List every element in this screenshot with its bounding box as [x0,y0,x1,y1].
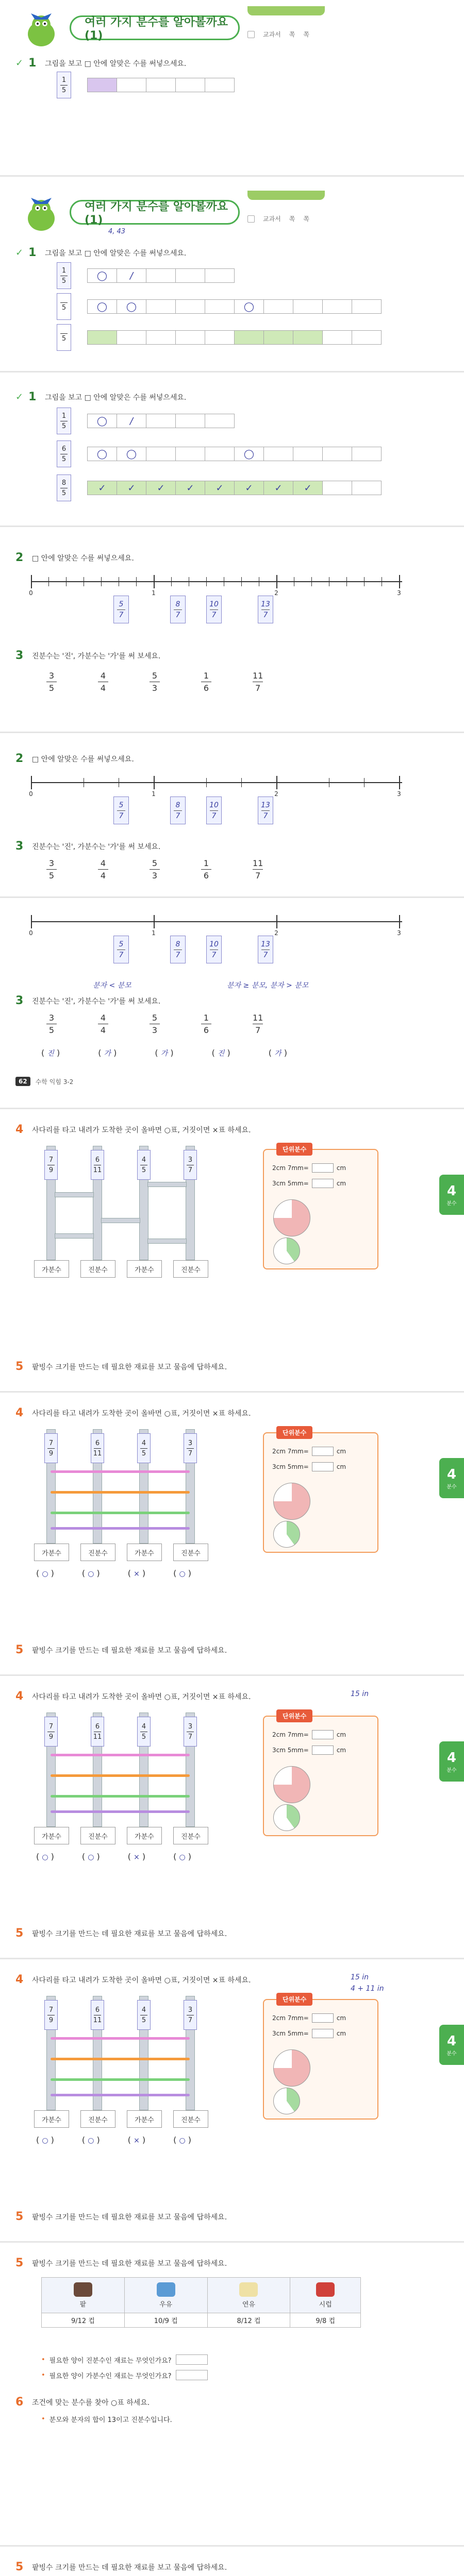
meta-page-a: 쪽 [289,215,295,223]
fraction-box[interactable]: $\frac{8}{5}$ [57,474,71,501]
question-number: 3 [15,649,24,662]
table-header: 팥 [42,2278,125,2313]
divider [0,1391,464,1393]
answer-box[interactable]: 5 7 [113,936,129,963]
answer-box[interactable]: 10 7 [206,596,222,623]
condensed-milk-icon [239,2282,258,2297]
ladder-diagram: 7 9 6 11 4 5 3 7 가분수 진분수 가분수 진분수 [36,1996,227,2130]
ingredients-table [41,2277,361,2328]
answer-slot[interactable]: ( ○ ) [81,1852,100,1861]
fraction-bar [88,78,235,92]
handwritten-note: 분자 ≥ 분모, 분자 > 분모 [227,981,309,990]
axis-label: 1 [152,589,156,597]
answer-slot[interactable]: ( × ) [127,1568,146,1578]
question-text: 사다리를 타고 내려가 도착한 곳이 올바면 ○표, 거짓이면 ×표 하세요. [32,1976,251,1985]
question-5 [15,2257,227,2269]
answer-box[interactable] [312,1163,334,1173]
answer-slot[interactable]: ( 가 ) [155,1048,174,1058]
info-card: 단위분수 2cm 7mm= cm 3cm 5mm= cm [263,1432,378,1553]
question-text: □ 안에 알맞은 수를 써넣으세요. [32,755,134,764]
fraction: $\frac{1}{6}$ [201,671,211,693]
fraction: $\frac{11}{7}$ [253,671,263,693]
answer-box[interactable]: 13 7 [258,596,273,623]
axis-label: 3 [397,790,401,798]
pie-diagram [273,1521,300,1548]
question-text: 그림을 보고 □ 안에 알맞은 수를 써넣으세요. [45,249,187,258]
table-cell: 10/9 컵 [124,2313,207,2328]
ladder-label: 가분수 [127,1827,162,1844]
answer-box[interactable] [312,1462,334,1471]
ladder-label: 가분수 [34,2110,69,2128]
question-text: 사다리를 타고 내려가 도착한 곳이 올바면 ○표, 거짓이면 ×표 하세요. [32,1409,251,1418]
fraction: $\frac{1}{6}$ [201,1013,211,1035]
divider [0,526,464,527]
divider [0,732,464,733]
pie-diagram [273,1483,310,1520]
question-number: 4 [15,1406,24,1419]
book-title: 수학 익힘 3-2 [35,1078,74,1086]
page-footer [15,1077,73,1086]
question-5 [15,1927,227,1940]
ladder-diagram: 7 9 6 11 4 5 3 7 가분수 진분수 가분수 진분수 [36,1713,227,1846]
sheet-10 [0,1963,464,2231]
answer-slot[interactable]: ( ○ ) [81,1568,100,1578]
ladder-label: 진분수 [173,2110,208,2128]
ladder-label: 가분수 [127,1544,162,1561]
fraction-box[interactable]: $\frac{1}{5}$ [57,408,71,434]
mascot-icon [21,9,62,50]
pie-diagram [273,2088,300,2114]
sub-question: • 필요한 양이 가분수인 재료는 무엇인가요? [41,2370,208,2380]
question-text: 사다리를 타고 내려가 도착한 곳이 올바면 ○표, 거짓이면 ×표 하세요. [32,1126,251,1134]
axis-label: 0 [29,790,33,798]
fraction-bar: ✓ ✓ ✓ ✓ ✓ ✓ ✓ ✓ [88,481,382,495]
sheet-9 [0,1680,464,1947]
question-1 [15,246,186,259]
answer-slot[interactable]: ( ○ ) [81,2135,100,2145]
question-text: □ 안에 알맞은 수를 써넣으세요. [32,554,134,563]
table-header: 연유 [207,2278,290,2313]
answer-box[interactable]: 10 7 [206,796,222,824]
number-line [29,572,402,597]
question-4 [15,1690,251,1703]
number-line [29,912,402,937]
number-line [29,773,402,798]
question-3 [15,649,160,662]
sub-question: • 분모와 분자의 합이 13이고 진분수입니다. [41,2415,172,2424]
fraction-row-3 [57,475,382,501]
question-text: 팥빙수 크기를 만드는 데 필요한 재료를 보고 물음에 답하세요. [32,1929,227,1938]
table-cell: 9/8 컵 [290,2313,361,2328]
divider [0,1108,464,1109]
question-1 [15,57,186,70]
answer-slot[interactable]: ( 진 ) [41,1048,60,1058]
pie-diagram [273,1804,300,1831]
check-icon: ✓ [15,247,24,258]
sheet-8 [0,1396,464,1664]
answer-box[interactable] [312,1745,334,1755]
textbook-ref [247,30,309,39]
fraction-bar: ◯ ◯ ◯ [88,299,382,314]
question-text: 팥빙수 크기를 만드는 데 필요한 재료를 보고 물음에 답하세요. [32,1363,227,1371]
sheet-2 [0,185,464,361]
question-text: 조건에 맞는 분수를 찾아 ○표 하세요. [32,2398,150,2407]
fraction: $\frac{3}{5}$ [46,1013,57,1035]
sheet-6 [0,902,464,1097]
chapter-tab: 4 분수 [439,1175,464,1215]
divider [0,2241,464,2243]
fraction-row-1 [57,408,235,434]
question-number: 5 [15,1643,24,1656]
question-text: 그림을 보고 □ 안에 알맞은 수를 써넣으세요. [45,59,187,68]
answer-slot[interactable]: ( ○ ) [173,1568,192,1578]
page-number: 62 [15,1077,30,1086]
question-number: 1 [28,57,37,70]
question-4 [15,1406,251,1419]
fraction-row-1 [57,263,235,289]
question-text: 진분수는 '진', 가분수는 '가'를 써 보세요. [32,842,161,851]
divider [0,2545,464,2547]
question-3 [15,840,160,853]
axis-label: 3 [397,589,401,597]
fraction-row-3 [57,325,382,350]
fraction-box[interactable]: 5 [57,293,71,320]
fraction: $\frac{3}{5}$ [46,671,57,693]
info-card-title: 단위분수 [276,1426,312,1439]
syrup-icon [316,2282,335,2297]
fraction-bar [88,330,382,345]
answer-slot[interactable]: ( × ) [127,1852,146,1861]
ladder-label: 진분수 [80,1544,115,1561]
axis-label: 1 [152,929,156,937]
fraction-box[interactable]: $\frac{1}{5}$ [57,262,71,289]
meta-page-a: 쪽 [289,31,295,38]
handwritten-note: 15 in [351,1690,369,1698]
check-icon: ✓ [15,58,24,69]
question-number: 4 [15,1690,24,1703]
question-6 [15,2396,150,2409]
pie-diagram [273,2049,310,2087]
ladder-label: 진분수 [80,1827,115,1844]
sheet-1 [0,0,464,113]
question-text: 그림을 보고 □ 안에 알맞은 수를 써넣으세요. [45,393,187,402]
info-card: 단위분수 2cm 7mm= cm 3cm 5mm= cm [263,1999,378,2120]
meta-page-b: 쪽 [303,31,309,38]
pie-diagram [273,1199,310,1236]
question-2 [15,551,134,564]
fraction-box[interactable]: $\frac{6}{5}$ [57,440,71,467]
question-5 [15,2561,227,2573]
handwritten-note: 4, 43 [108,228,126,235]
pie-diagram [273,1766,310,1803]
table-header: 우유 [124,2278,207,2313]
answer-slot[interactable]: ( 가 ) [268,1048,287,1058]
bowl-icon [74,2282,92,2297]
fraction-box[interactable]: 5 [57,324,71,351]
lesson-title: 여러 가지 분수를 알아볼까요(1) [70,15,240,40]
answer-box[interactable]: 8 7 [170,796,186,824]
answer-box[interactable]: 8 7 [170,936,186,963]
question-1 [15,391,186,403]
chapter-tab: 4 분수 [439,1741,464,1782]
answer-box[interactable] [312,2013,334,2023]
meta-page-b: 쪽 [303,215,309,223]
answer-field[interactable] [176,2370,208,2380]
answer-box[interactable]: 13 7 [258,936,273,963]
fraction-list [46,858,263,880]
ladder-label: 진분수 [173,1260,208,1278]
textbook-ref [247,214,309,223]
check-icon: ✓ [15,392,24,402]
fraction: $\frac{3}{5}$ [46,858,57,880]
question-text: 진분수는 '진', 가분수는 '가'를 써 보세요. [32,652,161,660]
axis-label: 2 [274,790,278,798]
fraction-bar: ◯ / [88,268,235,283]
answer-box[interactable] [312,1179,334,1188]
question-5 [15,1643,227,1656]
meta-label: 교과서 [263,31,281,38]
question-4 [15,1973,251,1986]
question-number: 4 [15,1123,24,1136]
answer-slot[interactable]: ( 진 ) [211,1048,230,1058]
question-number: 4 [15,1973,24,1986]
question-number: 2 [15,551,24,564]
milk-icon [157,2282,175,2297]
question-text: 진분수는 '진', 가분수는 '가'를 써 보세요. [32,997,161,1006]
answer-slot[interactable]: ( × ) [127,2135,146,2145]
chapter-tab: 4 분수 [439,2025,464,2065]
axis-label: 2 [274,589,278,597]
divider [0,1958,464,1959]
answer-box[interactable]: 5 7 [113,796,129,824]
info-card-title: 단위분수 [276,1143,312,1156]
question-number: 5 [15,2561,24,2573]
ladder-label: 진분수 [80,2110,115,2128]
question-number: 3 [15,840,24,853]
chapter-tab: 4 분수 [439,1458,464,1498]
ladder-label: 진분수 [173,1544,208,1561]
axis-label: 1 [152,790,156,798]
fraction-row-2 [57,294,382,319]
ladder-label: 진분수 [80,1260,115,1278]
sheet-12 [0,2550,464,2576]
table-cell: 8/12 컵 [207,2313,290,2328]
question-5 [15,2210,227,2223]
answer-box[interactable]: 13 7 [258,796,273,824]
meta-icon [247,31,255,38]
fraction: $\frac{11}{7}$ [253,1013,263,1035]
question-2 [15,752,134,765]
top-tab [247,6,325,15]
meta-label: 교과서 [263,215,281,223]
question-text: 팥빙수 크기를 만드는 데 필요한 재료를 보고 물음에 답하세요. [32,2563,227,2572]
sheet-11 [0,2246,464,2535]
question-number: 1 [28,246,37,259]
fraction-row-1 [57,72,235,98]
sheet-3 [0,381,464,510]
ladder-label: 가분수 [127,1260,162,1278]
question-number: 5 [15,1927,24,1940]
answer-box[interactable]: 8 7 [170,596,186,623]
sheet-5 [0,737,464,886]
answer-slot[interactable]: ( 가 ) [98,1048,117,1058]
fraction-bar: ◯ / [88,414,235,428]
answer-field[interactable] [176,2354,208,2365]
axis-label: 0 [29,929,33,937]
pie-diagram [273,1238,300,1264]
ladder-label: 가분수 [34,1544,69,1561]
top-tab [247,191,325,200]
question-number: 5 [15,1360,24,1373]
ladder-label: 가분수 [34,1827,69,1844]
question-4 [15,1123,251,1136]
fraction: $\frac{11}{7}$ [253,858,263,880]
answer-box[interactable]: 5 7 [113,596,129,623]
sheet-7 [0,1113,464,1381]
mascot-icon [21,194,62,235]
fraction: $\frac{4}{4}$ [98,671,108,693]
answer-slot[interactable]: ( ○ ) [173,2135,192,2145]
answer-box[interactable] [312,1447,334,1456]
lesson-title: 여러 가지 분수를 알아볼까요(1) [70,200,240,225]
divider [0,371,464,372]
answer-box[interactable]: 10 7 [206,936,222,963]
divider [0,896,464,898]
info-card-title: 단위분수 [276,1993,312,2006]
meta-icon [247,215,255,223]
question-number: 5 [15,2257,24,2269]
sub-question: • 필요한 양이 진분수인 재료는 무엇인가요? [41,2354,208,2365]
axis-label: 3 [397,929,401,937]
fraction-bar: ◯ ◯ ◯ [88,447,382,461]
axis-label: 0 [29,589,33,597]
ladder-label: 진분수 [173,1827,208,1844]
question-number: 3 [15,994,24,1007]
sheet-4 [0,536,464,721]
ladder-label: 가분수 [34,1260,69,1278]
question-text: 팥빙수 크기를 만드는 데 필요한 재료를 보고 물음에 답하세요. [32,2259,227,2268]
ladder-diagram: 7 9 6 11 4 5 3 7 가분수 진분수 가분수 진분수 [36,1146,227,1280]
divider [0,175,464,177]
fraction: $\frac{4}{4}$ [98,858,108,880]
question-5 [15,1360,227,1373]
question-text: 팥빙수 크기를 만드는 데 필요한 재료를 보고 물음에 답하세요. [32,1646,227,1655]
answer-slot[interactable]: ( ○ ) [36,1568,54,1578]
question-number: 5 [15,2210,24,2223]
answer-slot[interactable]: ( ○ ) [36,1852,54,1861]
answer-parens [36,2135,191,2145]
info-card: 단위분수 2cm 7mm= cm 3cm 5mm= cm [263,1149,378,1269]
table-header: 시럽 [290,2278,361,2313]
question-text: 팥빙수 크기를 만드는 데 필요한 재료를 보고 물음에 답하세요. [32,2213,227,2222]
ladder-diagram: 7 9 6 11 4 5 3 7 가분수 진분수 가분수 진분수 [36,1429,227,1563]
handwritten-note: 4 + 11 in [351,1985,384,1993]
fraction: $\frac{5}{3}$ [150,1013,160,1035]
fraction-list [46,671,263,693]
lesson-banner [21,191,443,236]
answer-parens [41,1048,287,1058]
fraction: $\frac{5}{3}$ [150,671,160,693]
question-3 [15,994,160,1007]
answer-parens [36,1852,191,1861]
answer-box[interactable] [312,2029,334,2038]
table-cell: 9/12 컵 [42,2313,125,2328]
question-number: 2 [15,752,24,765]
ladder-label: 가분수 [127,2110,162,2128]
handwritten-note: 분자 < 분모 [93,981,131,990]
answer-parens [36,1568,191,1578]
lesson-banner [21,6,443,52]
fraction: $\frac{4}{4}$ [98,1013,108,1035]
axis-label: 2 [274,929,278,937]
answer-slot[interactable]: ( ○ ) [36,2135,54,2145]
fraction-box: $\frac{1}{5}$ [57,72,71,98]
fraction: $\frac{5}{3}$ [150,858,160,880]
question-number: 6 [15,2396,24,2409]
info-card: 단위분수 2cm 7mm= cm 3cm 5mm= cm [263,1716,378,1836]
divider [0,1674,464,1676]
question-number: 1 [28,391,37,403]
question-text: 사다리를 타고 내려가 도착한 곳이 올바면 ○표, 거짓이면 ×표 하세요. [32,1692,251,1701]
fraction-list [46,1013,263,1035]
answer-slot[interactable]: ( ○ ) [173,1852,192,1861]
answer-box[interactable] [312,1730,334,1739]
fraction: $\frac{1}{6}$ [201,858,211,880]
handwritten-note: 15 in [351,1973,369,1981]
fraction-row-2 [57,441,382,467]
info-card-title: 단위분수 [276,1709,312,1722]
